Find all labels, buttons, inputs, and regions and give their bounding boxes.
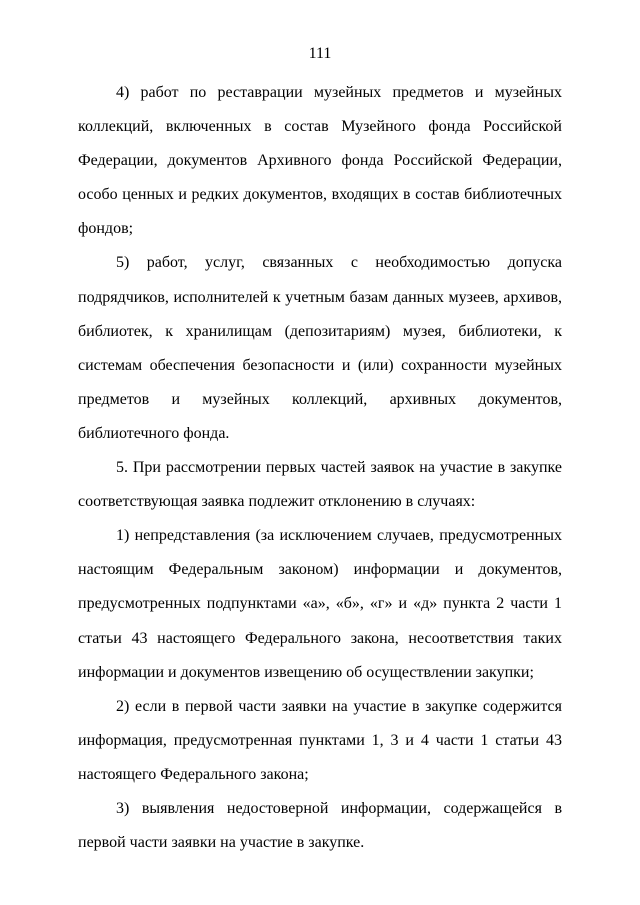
paragraph-case-2: 2) если в первой части заявки на участие в закупке содержится информация, предусмотренная пунктами 1, 3 и 4 части 1 статьи 43 настоящего Федерального закона; (78, 697, 562, 783)
document-body (78, 76, 562, 860)
paragraph-item-5: 5) работ, услуг, связанных с необходимостью допуска подрядчиков, исполнителей к учетным базам данных музеев, архивов, библиотек, к хранилищам (депозитариям) музея, библиотеки, к системам обеспечения безопасности и (или) сохранности музейных предметов и музейных коллекций, архивных документов, библиотечного фонда. (78, 254, 562, 442)
paragraph-section-5: 5. При рассмотрении первых частей заявок на участие в закупке соответствующая заявка подлежит отклонению в случаях: (78, 459, 562, 511)
paragraph-case-3: 3) выявления недостоверной информации, содержащейся в первой части заявки на участие в закупке. (78, 799, 562, 852)
paragraph-case-1: 1) непредставления (за исключением случаев, предусмотренных настоящим Федеральным законом) информации и документов, предусмотренных подпунктами «а», «б», «г» и «д» пункта 2 части 1 статьи 43 настоящего Федерального закона, несоответствия таких информации и документов извещению об осуществлении закупки; (78, 527, 562, 681)
page-number: 111 (308, 45, 332, 62)
paragraph-item-4: 4) работ по реставрации музейных предметов и музейных коллекций, включенных в состав Музейного фонда Российской Федерации, документов Архивного фонда Российской Федерации, особо ценных и редких документов, входящих в состав библиотечных фондов; (78, 84, 562, 238)
